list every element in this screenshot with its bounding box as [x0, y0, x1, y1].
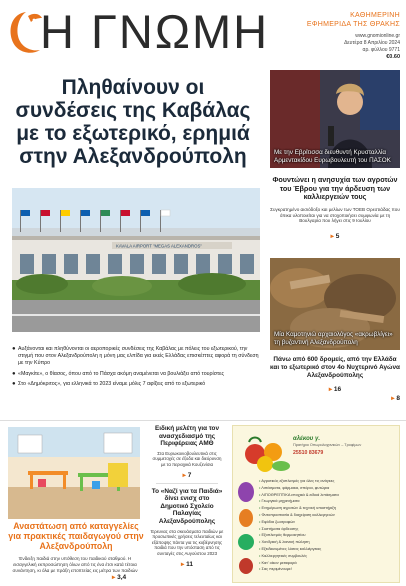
ad-item: • Καλλιεργητικές συμβουλές [259, 553, 397, 560]
airport-photo [12, 188, 260, 332]
issue-date: Δευτέρα 8 Απριλίου 2024 [344, 40, 400, 46]
ad-header [293, 436, 397, 456]
region-study-body: Στα Ευρωκοινοβουλευτικά στις συμμετοχές σε έξοδα και διεύρυνση με τα περιοχικά Κουζενίσια [152, 450, 222, 467]
ad-item: • Εφόδια ζωοτροφών [259, 519, 397, 526]
price: €0.60 [386, 54, 400, 60]
vegetables-icon [235, 478, 257, 578]
ad-item: • Χονδρική & λιανική πώληση [259, 539, 397, 546]
lead-bullet: ● Αυξάνονται και πληθύνονται οι αεροπορικές συνδέσεις της Καβάλας με πόλεις του εξωτερικού, την στιγμή που στον Αλεξανδρούπολη η μόνη μας ελπίδα για εκείς Ελλάδας επισκέπτες αφορά τη σύνδεση με την Κύπρο [12, 346, 259, 367]
tagline-line2: ΕΦΗΜΕΡΙΔΑ ΤΗΣ ΘΡΑΚΗΣ [306, 20, 400, 28]
lead-bullet: ● Στο «Δημόκριτος», για ελληνικά το 2023 είναμε μόλις 7 αφίξεις από το εξωτερικό [12, 380, 206, 387]
lead-bullets [12, 346, 260, 391]
arrow-icon: ▸ [112, 574, 118, 581]
kindergarten-title[interactable]: Αναστάτωση από καταγγελίες για πρακτικές παιδαγωγού στην Αλεξανδρούπολη [8, 521, 144, 551]
masthead [0, 0, 406, 66]
ad-item: • Αγροτικός εξοπλισμός για όλες τις ανάγκες [259, 478, 397, 485]
ad-item: • Ενημέρωση αγροτών & τεχνική υποστήριξη [259, 505, 397, 512]
ad-subtitle: Πρατήριο Οπωρολαχανικών – Τροφίμων [293, 443, 362, 447]
farmers-story[interactable] [270, 176, 400, 240]
archaeology-photo[interactable] [270, 258, 400, 350]
bullet-icon: ● [12, 346, 16, 352]
ad-item: • Σας περιμένουμε! [259, 566, 397, 573]
kindergarten-body: Ένδειξη παιδιά στην υπόθεση του παιδικού σταθμού. Η εισαγγελική εκπροσώπηση όλων από τις ένα έτσι κατά τέτοια συνάντηση, κι όλα με πράξη εποπτείας εις μέτρα των παιδιών [12, 556, 138, 573]
school-donation-ref: ▸ 11 [181, 560, 193, 568]
ad-item: • Φυτοπροστασία & διαχείριση καλλιεργειών [259, 512, 397, 519]
bullet-icon: ● [12, 370, 16, 377]
bullet-icon: ● [12, 380, 16, 387]
middle-column [150, 425, 224, 568]
farmers-story-ref: ▸ 5 [330, 233, 340, 241]
website[interactable]: www.gnomionline.gr [355, 33, 400, 39]
race-story[interactable] [270, 356, 400, 393]
school-donation-body: Έρευνας στα σκευάσματα παιδιών με προσωπικές χρήσεις τελευταίως και εξάποψης πάντα για τις κυβέρνησης παιδιά που την υπόσταση από τις συνταγές στις Αυγούστου 2023 [150, 528, 224, 556]
ad-item: • ΛΙΠΟΘΡΕΠΤΙΚΑ εποχικά & ειδικά λιπάσματα [259, 492, 397, 499]
lead-page-ref[interactable]: ▸ 8 [391, 395, 400, 402]
logo-text: Η ΓΝΩΜΗ [40, 5, 270, 58]
lead-bullet: ● «Μαγκίτε», ο θίασος, όπου από το Πάσχα ακόμη αναμένεται να βουλιάξει από τουρίστες [12, 370, 224, 377]
ad-item: • Εξειδικευμένες λύσεις καλλιέργειας [259, 546, 397, 553]
arrow-icon: ▸ [181, 560, 187, 568]
ad-phone[interactable]: 25510 83679 [293, 449, 324, 456]
lead-headline[interactable]: Πληθαίνουν οι συνδέσεις της Καβάλας με το εξωτερικό, ερημιά στην Αλεξανδρούπολη [15, 76, 251, 168]
ad-item: • Λιπάσματα, φάρμακα, σπόροι, φυτώρια [259, 485, 397, 492]
tagline-line1: ΚΑΘΗΜΕΡΙΝΗ [350, 12, 400, 19]
divider [156, 483, 218, 484]
mep-photo[interactable] [270, 70, 400, 168]
ad-item: • Γεωργικά μηχανήματα [259, 498, 397, 505]
issue-number: αρ. φύλλου 9771 [362, 47, 400, 53]
farmers-story-title: Φουντώνει η ανησυχία των αγροτών του Έβρου για την άρδευση των καλλιεργειών τους [272, 175, 398, 202]
ad-item: • Κατ' οίκον μεταφορά [259, 560, 397, 567]
bottom-section [0, 420, 406, 586]
ad-item: • Εξοπλισμός θερμοκηπίου [259, 532, 397, 539]
ad-list [259, 478, 397, 573]
kindergarten-ref: ▸ 3,4 [112, 574, 127, 581]
advertisement[interactable] [232, 425, 400, 583]
kindergarten-photo[interactable] [8, 427, 140, 519]
masthead-info [300, 12, 400, 60]
fruit-basket-icon [237, 432, 293, 478]
arrow-icon: ▸ [330, 233, 336, 241]
arrow-icon: ▸ [391, 395, 397, 402]
mep-photo-caption: Με την Εβρίτισσα διευθυντή Κρυσταλλία Αρμεντακίδου Ευρωβουλευτή του ΠΑΣΟΚ [274, 149, 391, 164]
region-study-title[interactable]: Ειδική μελέτη για τον ανασχεδιασμό της Περιφέρειας ΑΜΘ [154, 425, 219, 448]
airport-sign: KAVALA AIRPORT "MEGAS ALEXANDROS" [116, 243, 202, 249]
race-story-ref: ▸ 16 [328, 386, 342, 393]
school-donation-title[interactable]: Το «Ναζί για τα Παιδιά» δίνει ενισχ στο Δημοτικό Σχολείο Παλαγίας Αλεξανδρούπολης [151, 487, 223, 525]
arrow-icon: ▸ [328, 386, 334, 393]
ad-brand: αλέκου γ. [293, 436, 320, 442]
race-story-title: Πάνω από 600 δρομείς, από την Ελλάδα και το εξωτερικό στον 4ο Νυχτερινό Αγώνα Αλεξανδρούπολης [270, 356, 400, 379]
region-study-ref: ▸ 7 [182, 471, 192, 479]
archaeology-photo-caption: Μία Καμοτηνιώ αρχαιολόγος «ακρωβλίγει» τη βυζαντινή Αλεξανδρούπολη [274, 331, 393, 346]
arrow-icon: ▸ [182, 471, 188, 479]
ad-item: • Συστήματα άρδευσης [259, 526, 397, 533]
farmers-story-body: Συγκρατημένο αισιόδοξο και μελίων των ΤΟΕΒ Ορεστιάδας που όπικα υλοποιείται για να στοχοποιήσει συμφωνία με τη Βουλγαρία που λήγει στις 9 Ιουλίου [270, 206, 400, 224]
